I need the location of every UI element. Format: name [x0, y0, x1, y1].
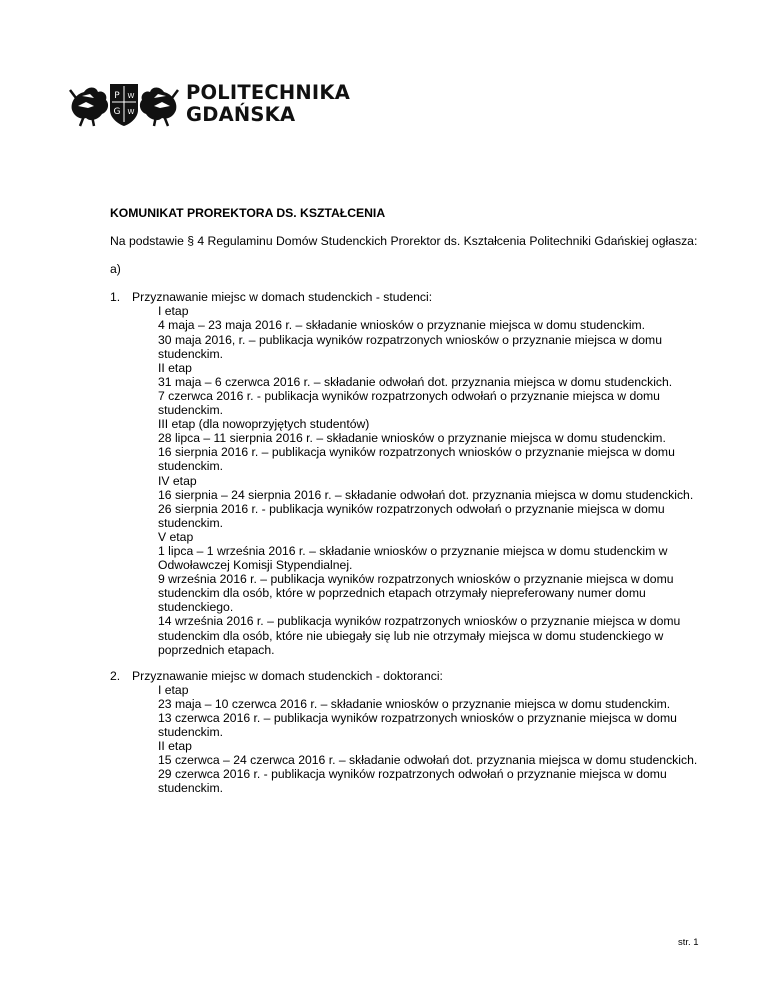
- university-logo: [68, 80, 348, 128]
- detail-line: I etap: [158, 304, 189, 319]
- document-title: KOMUNIKAT PROREKTORA DS. KSZTAŁCENIA: [110, 206, 386, 220]
- detail-line: V etap: [158, 529, 194, 544]
- detail-line: 14 września 2016 r. – publikacja wyników rozpatrzonych wniosków o przyznanie miejsca w domu studenckim dla osób, które nie ubiegały się lub nie otrzymały miejsca w domu studenckiego w poprzednich etapach.: [158, 614, 681, 657]
- detail-line: 7 czerwca 2016 r. - publikacja wyników rozpatrzonych odwołań o przyznanie miejsca w domu studenckim.: [158, 388, 660, 418]
- logo-wordmark: [186, 82, 350, 126]
- detail-line: III etap (dla nowoprzyjętych studentów): [158, 417, 370, 432]
- detail-line: 28 lipca – 11 sierpnia 2016 r. – składanie wniosków o przyznanie miejsca w domu studenckim.: [158, 431, 666, 446]
- griffins-emblem-icon: [68, 80, 180, 128]
- shield-letter: G: [113, 107, 121, 117]
- detail-line: 15 czerwca – 24 czerwca 2016 r. – składanie odwołań dot. przyznania miejsca w domu studenckich.: [158, 753, 698, 768]
- page-number: str. 1: [678, 937, 699, 948]
- shield-letter: W: [127, 108, 135, 116]
- detail-line: II etap: [158, 739, 192, 754]
- item-heading: Przyznawanie miejsc w domach studenckich - studenci:: [132, 290, 433, 305]
- item-number: 2.: [110, 668, 121, 683]
- item-details: [110, 304, 710, 656]
- detail-line: I etap: [158, 682, 189, 697]
- item-number: 1.: [110, 290, 121, 305]
- detail-line: IV etap: [158, 473, 197, 488]
- detail-line: 1 lipca – 1 września 2016 r. – składanie wniosków o przyznanie miejsca w domu studenckim w Odwoławczej Komisji Stypendialnej.: [158, 543, 668, 573]
- item-heading: Przyznawanie miejsc w domach studenckich - doktoranci:: [132, 668, 443, 683]
- section-label: a): [110, 262, 121, 277]
- detail-line: 9 września 2016 r. – publikacja wyników rozpatrzonych wniosków o przyznanie miejsca w domu studenckim dla osób, które w poprzednich etapach otrzymały niepreferowany numer domu studenckiego.: [158, 572, 674, 615]
- detail-line: 29 czerwca 2016 r. - publikacja wyników rozpatrzonych odwołań o przyznanie miejsca w domu studenckim.: [158, 767, 667, 796]
- document-body: [110, 206, 710, 808]
- list-item: [110, 290, 710, 656]
- shield-letter: W: [127, 92, 135, 100]
- item-details: [110, 683, 710, 796]
- detail-line: 30 maja 2016, r. – publikacja wyników rozpatrzonych wniosków o przyznanie miejsca w domu studenckim.: [158, 332, 662, 361]
- logo-line-2: GDAŃSKA: [186, 103, 296, 126]
- list-item: [110, 669, 710, 796]
- detail-line: 31 maja – 6 czerwca 2016 r. – składanie odwołań dot. przyznania miejsca w domu studenckich.: [158, 374, 673, 389]
- detail-line: 16 sierpnia 2016 r. – publikacja wyników rozpatrzonych wniosków o przyznanie miejsca w domu studenckim.: [158, 445, 675, 474]
- detail-line: 26 sierpnia 2016 r. - publikacja wyników rozpatrzonych odwołań o przyznanie miejsca w domu studenckim.: [158, 501, 665, 530]
- detail-line: 13 czerwca 2016 r. – publikacja wyników rozpatrzonych wniosków o przyznanie miejsca w domu studenckim.: [158, 711, 677, 740]
- intro-paragraph: Na podstawie § 4 Regulaminu Domów Studenckich Prorektor ds. Kształcenia Politechniki Gdańskiej ogłasza:: [110, 234, 698, 249]
- shield-letter: P: [114, 91, 120, 101]
- detail-line: II etap: [158, 360, 192, 375]
- detail-line: 23 maja – 10 czerwca 2016 r. – składanie wniosków o przyznanie miejsca w domu studenckim.: [158, 696, 671, 711]
- detail-line: 4 maja – 23 maja 2016 r. – składanie wniosków o przyznanie miejsca w domu studenckim.: [158, 318, 646, 333]
- detail-line: 16 sierpnia – 24 sierpnia 2016 r. – składanie odwołań dot. przyznania miejsca w domu studenckich.: [158, 487, 694, 502]
- logo-line-1: POLITECHNIKA: [186, 81, 350, 104]
